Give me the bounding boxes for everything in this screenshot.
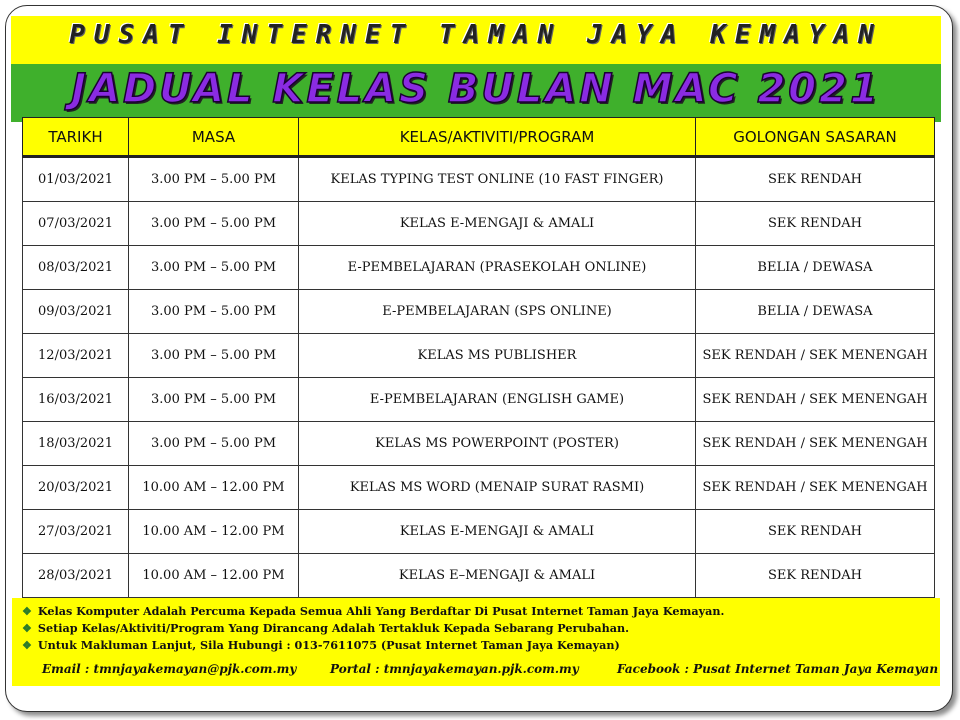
cell-target: SEK RENDAH / SEK MENENGAH	[696, 378, 935, 422]
cell-program: E-PEMBELAJARAN (ENGLISH GAME)	[299, 378, 696, 422]
cell-program: E-PEMBELAJARAN (SPS ONLINE)	[299, 290, 696, 334]
cell-time: 3.00 PM – 5.00 PM	[129, 246, 299, 290]
table-row	[23, 466, 935, 510]
contact-portal: Portal : tmnjayakemayan.pjk.com.my	[330, 662, 579, 676]
cell-target: SEK RENDAH / SEK MENENGAH	[696, 334, 935, 378]
cell-target: BELIA / DEWASA	[696, 290, 935, 334]
column-header-program: KELAS/AKTIVITI/PROGRAM	[299, 118, 696, 157]
cell-date: 16/03/2021	[23, 378, 129, 422]
centre-name: PUSAT INTERNET TAMAN JAYA KEMAYAN	[69, 20, 883, 50]
contact-email: Email : tmnjayakemayan@pjk.com.my	[42, 662, 297, 676]
schedule-table	[22, 117, 935, 598]
notes-list	[22, 603, 724, 654]
cell-date: 18/03/2021	[23, 422, 129, 466]
column-header-target: GOLONGAN SASARAN	[696, 118, 935, 157]
column-header-time: MASA	[129, 118, 299, 157]
note-text: Kelas Komputer Adalah Percuma Kepada Semua Ahli Yang Berdaftar Di Pusat Internet Taman Jaya Kemayan.	[37, 604, 725, 618]
cell-target: SEK RENDAH / SEK MENENGAH	[696, 466, 935, 510]
cell-program: E-PEMBELAJARAN (PRASEKOLAH ONLINE)	[299, 246, 696, 290]
table-row	[23, 290, 935, 334]
cell-program: KELAS E–MENGAJI & AMALI	[299, 554, 696, 598]
cell-date: 01/03/2021	[23, 157, 129, 202]
cell-target: SEK RENDAH / SEK MENENGAH	[696, 422, 935, 466]
cell-program: KELAS MS PUBLISHER	[299, 334, 696, 378]
cell-date: 07/03/2021	[23, 202, 129, 246]
cell-program: KELAS MS POWERPOINT (POSTER)	[299, 422, 696, 466]
cell-time: 3.00 PM – 5.00 PM	[129, 422, 299, 466]
cell-time: 10.00 AM – 12.00 PM	[129, 466, 299, 510]
cell-time: 3.00 PM – 5.00 PM	[129, 378, 299, 422]
cell-time: 3.00 PM – 5.00 PM	[129, 290, 299, 334]
cell-program: KELAS E-MENGAJI & AMALI	[299, 202, 696, 246]
list-item	[22, 637, 724, 654]
cell-target: SEK RENDAH	[696, 510, 935, 554]
cell-target: SEK RENDAH	[696, 157, 935, 202]
table-row	[23, 510, 935, 554]
cell-target: SEK RENDAH	[696, 554, 935, 598]
table-row	[23, 554, 935, 598]
schedule-title: JADUAL KELAS BULAN MAC 2021	[71, 66, 881, 112]
table-header-row	[23, 118, 935, 157]
list-item	[22, 620, 724, 637]
table-row	[23, 246, 935, 290]
cell-date: 08/03/2021	[23, 246, 129, 290]
footer-panel	[12, 598, 940, 686]
cell-time: 3.00 PM – 5.00 PM	[129, 334, 299, 378]
cell-program: KELAS TYPING TEST ONLINE (10 FAST FINGER)	[299, 157, 696, 202]
contact-facebook: Facebook : Pusat Internet Taman Jaya Kemayan	[617, 662, 939, 676]
cell-date: 09/03/2021	[23, 290, 129, 334]
cell-program: KELAS E-MENGAJI & AMALI	[299, 510, 696, 554]
diamond-bullet-icon: ❖	[22, 622, 32, 635]
cell-time: 10.00 AM – 12.00 PM	[129, 510, 299, 554]
cell-program: KELAS MS WORD (MENAIP SURAT RASMI)	[299, 466, 696, 510]
cell-date: 28/03/2021	[23, 554, 129, 598]
table-row	[23, 378, 935, 422]
list-item	[22, 603, 724, 620]
note-text: Untuk Makluman Lanjut, Sila Hubungi : 013-7611075 (Pusat Internet Taman Jaya Kemayan)	[37, 638, 620, 652]
cell-date: 20/03/2021	[23, 466, 129, 510]
cell-date: 27/03/2021	[23, 510, 129, 554]
cell-date: 12/03/2021	[23, 334, 129, 378]
diamond-bullet-icon: ❖	[22, 639, 32, 652]
note-text: Setiap Kelas/Aktiviti/Program Yang Dirancang Adalah Tertakluk Kepada Sebarang Perubahan.	[37, 621, 630, 635]
cell-time: 3.00 PM – 5.00 PM	[129, 157, 299, 202]
table-row	[23, 422, 935, 466]
cell-time: 10.00 AM – 12.00 PM	[129, 554, 299, 598]
cell-time: 3.00 PM – 5.00 PM	[129, 202, 299, 246]
table-row	[23, 334, 935, 378]
cell-target: BELIA / DEWASA	[696, 246, 935, 290]
table-row	[23, 202, 935, 246]
diamond-bullet-icon: ❖	[22, 605, 32, 618]
cell-target: SEK RENDAH	[696, 202, 935, 246]
column-header-date: TARIKH	[23, 118, 129, 157]
table-row	[23, 157, 935, 202]
